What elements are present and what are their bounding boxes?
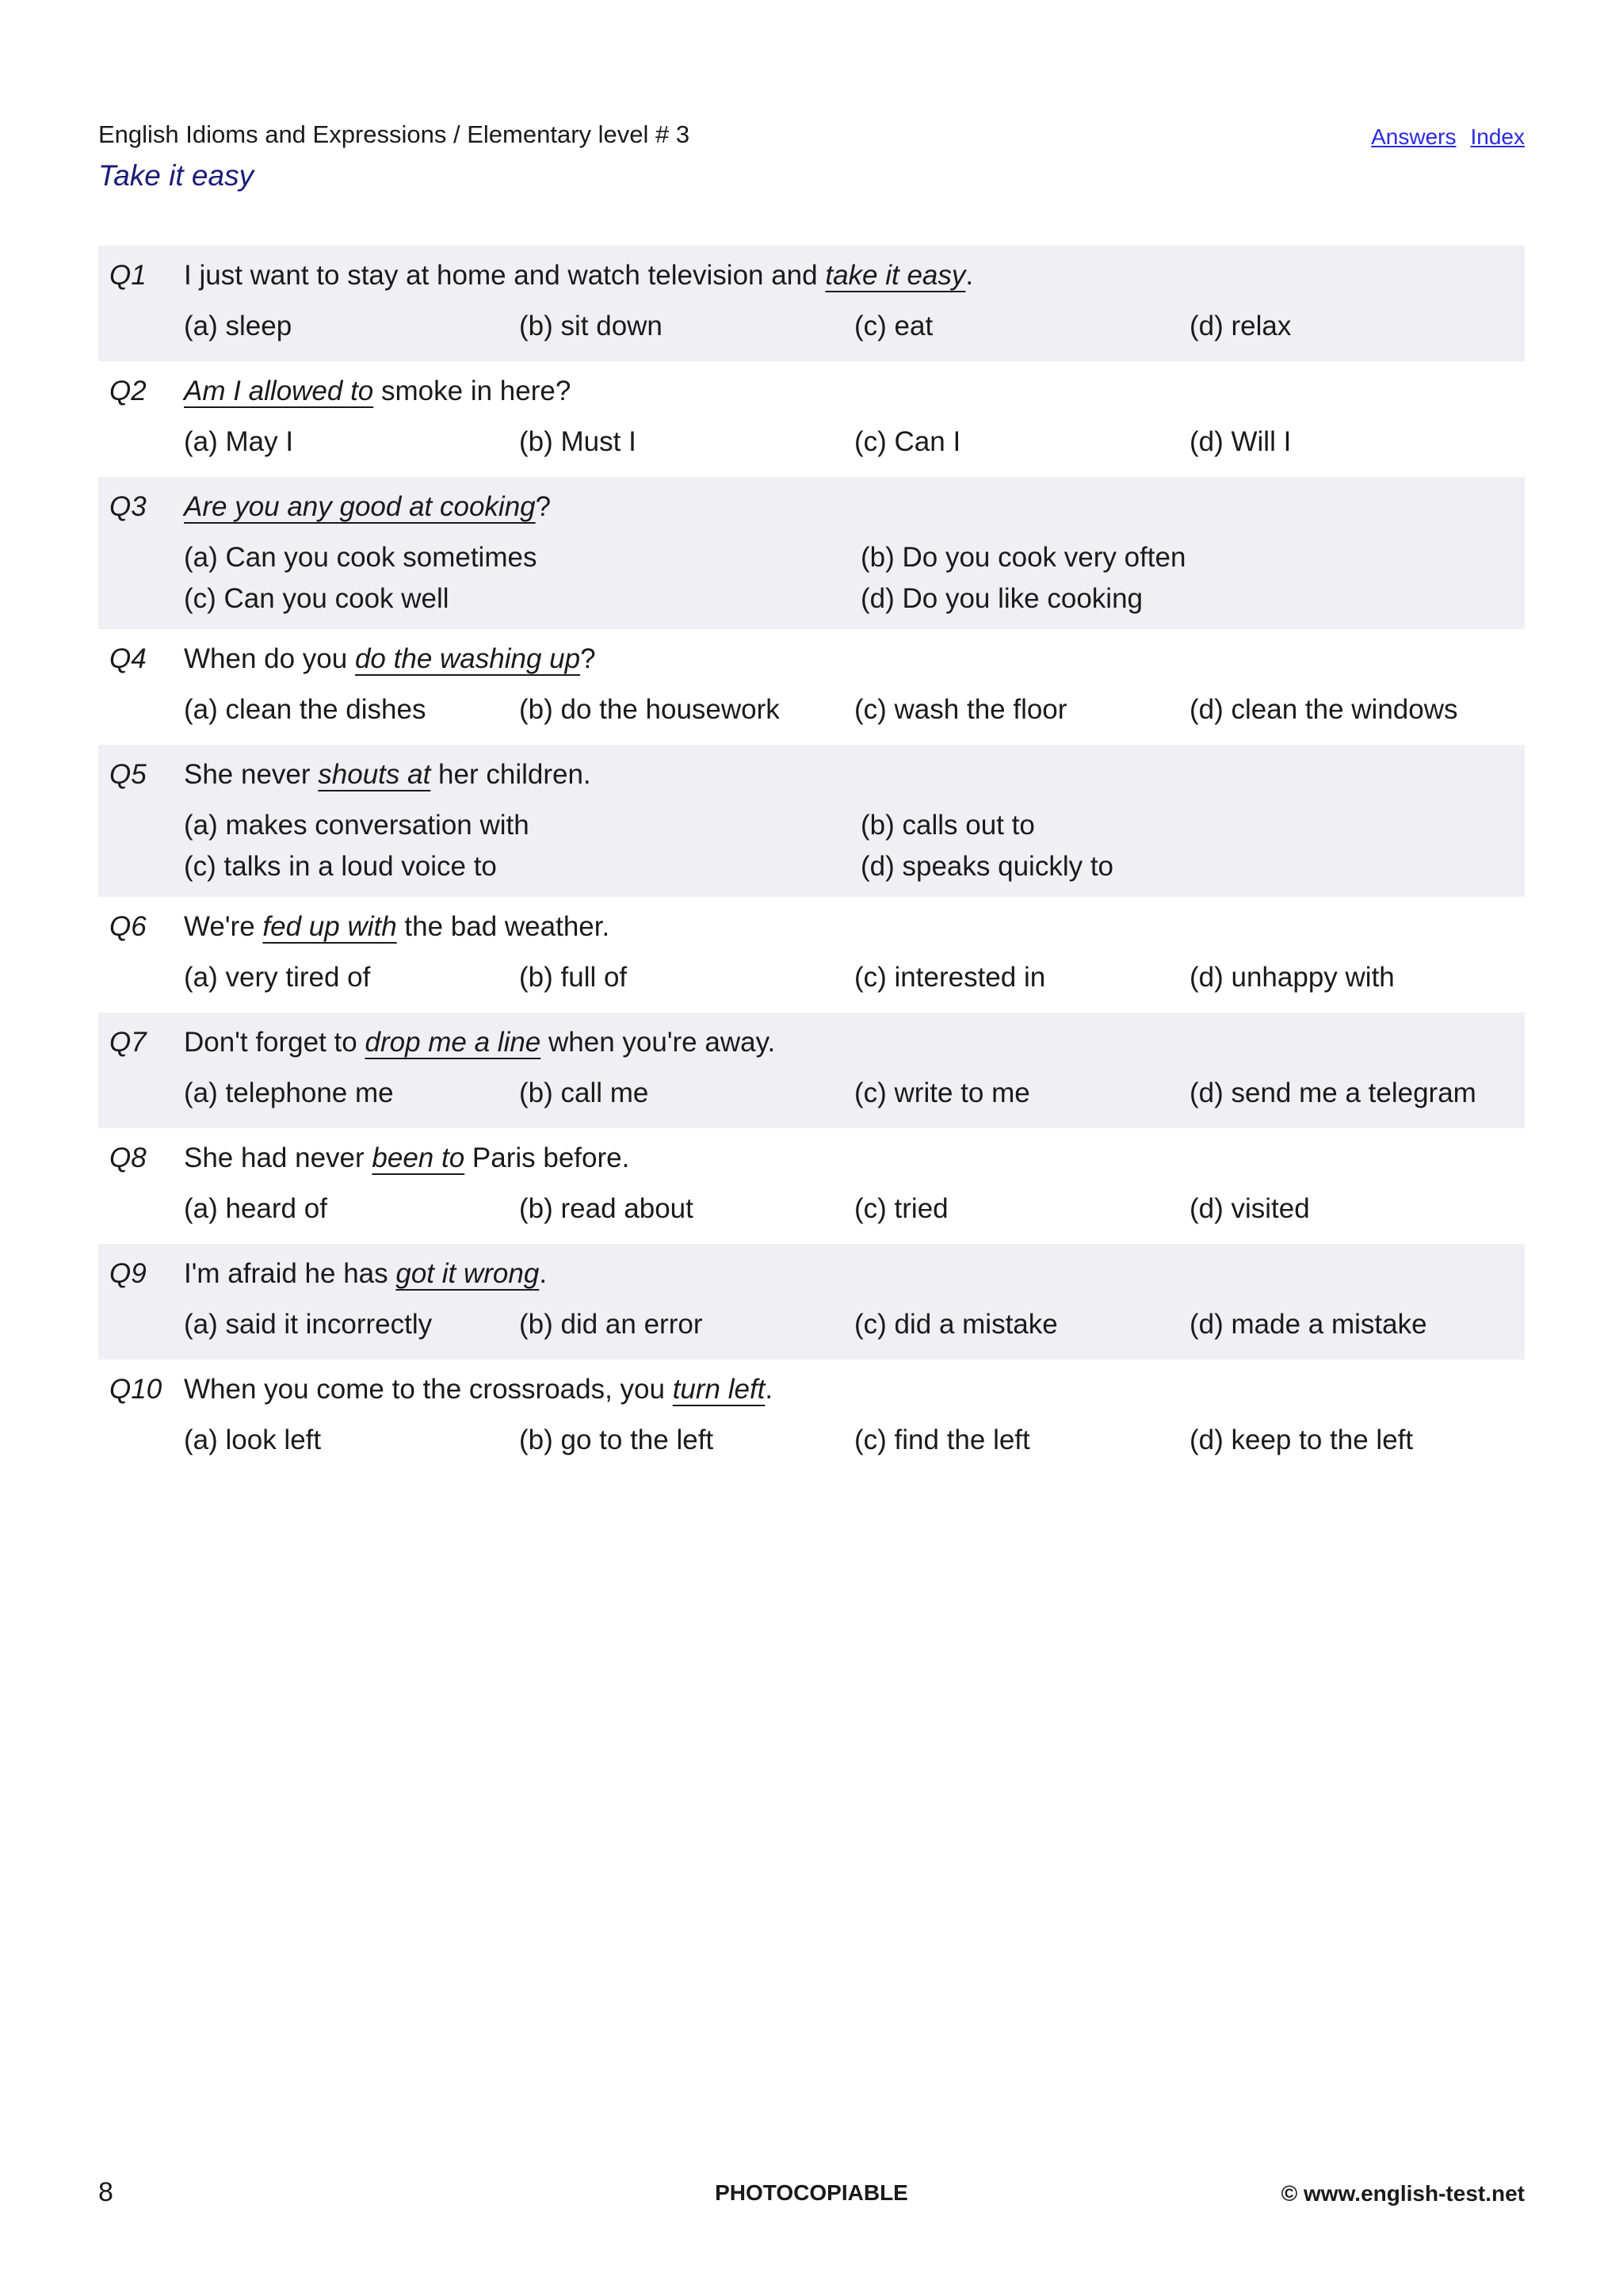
option-c[interactable]: (c) Can you cook well [184, 583, 449, 614]
header-links [1371, 123, 1525, 151]
option-d[interactable]: (d) send me a telegram [1190, 1077, 1476, 1108]
option-b[interactable]: (b) Do you cook very often [861, 542, 1186, 573]
idiom-phrase: drop me a line [365, 1027, 541, 1058]
question-number: Q10 [109, 1374, 162, 1405]
question-number: Q7 [109, 1027, 147, 1058]
option-b[interactable]: (b) Must I [519, 426, 636, 457]
question-item [98, 745, 1525, 897]
idiom-phrase: Are you any good at cooking [184, 491, 536, 522]
question-text: I just want to stay at home and watch television and take it easy. [184, 260, 974, 291]
idiom-phrase: do the washing up [354, 643, 581, 674]
question-number: Q8 [109, 1142, 147, 1173]
question-number: Q2 [109, 376, 147, 406]
option-c[interactable]: (c) wash the floor [854, 694, 1067, 725]
option-a[interactable]: (a) heard of [184, 1193, 327, 1224]
option-b[interactable]: (b) go to the left [519, 1425, 714, 1455]
option-c[interactable]: (c) talks in a loud voice to [184, 851, 497, 882]
idiom-phrase: been to [372, 1142, 465, 1173]
photocopiable-label: PHOTOCOPIABLE [715, 2180, 908, 2205]
option-b[interactable]: (b) do the housework [519, 694, 780, 725]
option-c[interactable]: (c) Can I [854, 426, 961, 457]
answer-options [184, 1073, 1525, 1114]
option-a[interactable]: (a) clean the dishes [184, 694, 426, 725]
question-text: When you come to the crossroads, you turn left. [184, 1374, 773, 1405]
option-b[interactable]: (b) full of [519, 962, 628, 993]
question-number: Q3 [109, 491, 147, 522]
option-a[interactable]: (a) said it incorrectly [184, 1309, 433, 1340]
answer-options [184, 1420, 1525, 1461]
question-text: I'm afraid he has got it wrong. [184, 1258, 548, 1289]
option-c[interactable]: (c) eat [854, 311, 934, 341]
option-b[interactable]: (b) did an error [519, 1309, 703, 1340]
answer-options [184, 421, 1525, 463]
question-text: She never shouts at her children. [184, 759, 591, 790]
question-item [98, 1244, 1525, 1360]
answer-options [184, 537, 1525, 620]
answer-options [184, 805, 1525, 887]
idiom-phrase: Am I allowed to [184, 376, 374, 406]
answer-options [184, 1304, 1525, 1345]
option-d[interactable]: (d) speaks quickly to [861, 851, 1114, 882]
answer-options [184, 306, 1525, 347]
option-a[interactable]: (a) look left [184, 1425, 322, 1455]
copyright-notice: © www.english-test.net [1281, 2181, 1525, 2206]
question-item [98, 1013, 1525, 1128]
option-c[interactable]: (c) find the left [854, 1425, 1030, 1455]
question-item [98, 897, 1525, 1013]
question-item [98, 1128, 1525, 1244]
option-d[interactable]: (d) Do you like cooking [861, 583, 1143, 614]
question-text: Am I allowed to smoke in here? [184, 376, 571, 406]
option-c[interactable]: (c) write to me [854, 1077, 1030, 1108]
question-number: Q9 [109, 1258, 147, 1289]
option-a[interactable]: (a) telephone me [184, 1077, 394, 1108]
question-item [98, 361, 1525, 477]
option-c[interactable]: (c) did a mistake [854, 1309, 1058, 1340]
page-number: 8 [98, 2177, 113, 2207]
option-c[interactable]: (c) tried [854, 1193, 949, 1224]
question-item [98, 477, 1525, 629]
option-d[interactable]: (d) keep to the left [1190, 1425, 1414, 1455]
question-text: Don't forget to drop me a line when you're away. [184, 1027, 776, 1058]
option-a[interactable]: (a) very tired of [184, 962, 371, 993]
question-number: Q6 [109, 911, 147, 942]
question-number: Q4 [109, 643, 147, 674]
option-b[interactable]: (b) read about [519, 1193, 693, 1224]
answer-options [184, 689, 1525, 730]
question-number: Q1 [109, 260, 147, 291]
option-a[interactable]: (a) Can you cook sometimes [184, 542, 537, 573]
answer-options [184, 957, 1525, 998]
answer-options [184, 1188, 1525, 1230]
idiom-phrase: fed up with [262, 911, 397, 942]
option-d[interactable]: (d) Will I [1190, 426, 1292, 457]
idiom-phrase: got it wrong [395, 1258, 540, 1289]
option-b[interactable]: (b) call me [519, 1077, 649, 1108]
question-number: Q5 [109, 759, 147, 790]
option-a[interactable]: (a) sleep [184, 311, 292, 341]
option-d[interactable]: (d) clean the windows [1190, 694, 1458, 725]
option-a[interactable]: (a) May I [184, 426, 294, 457]
index-link[interactable]: Index [1470, 124, 1525, 149]
option-d[interactable]: (d) relax [1190, 311, 1292, 341]
idiom-phrase: turn left [672, 1374, 766, 1405]
header [98, 119, 689, 195]
option-d[interactable]: (d) unhappy with [1190, 962, 1395, 993]
option-c[interactable]: (c) interested in [854, 962, 1046, 993]
question-text: We're fed up with the bad weather. [184, 911, 610, 942]
option-b[interactable]: (b) sit down [519, 311, 663, 341]
answers-link[interactable]: Answers [1371, 124, 1457, 149]
question-text: When do you do the washing up? [184, 643, 596, 674]
question-list [98, 246, 1525, 1475]
question-text: Are you any good at cooking? [184, 491, 552, 522]
option-a[interactable]: (a) makes conversation with [184, 810, 529, 841]
option-d[interactable]: (d) made a mistake [1190, 1309, 1427, 1340]
question-item [98, 629, 1525, 745]
idiom-phrase: take it easy [825, 260, 966, 291]
option-d[interactable]: (d) visited [1190, 1193, 1310, 1224]
page-footer [98, 2177, 1525, 2208]
idiom-phrase: shouts at [318, 759, 431, 790]
question-item [98, 246, 1525, 361]
page-title: Take it easy [98, 159, 254, 192]
document-title: English Idioms and Expressions / Elementary level # 3 [98, 120, 690, 148]
question-text: She had never been to Paris before. [184, 1142, 630, 1173]
question-item [98, 1360, 1525, 1475]
option-b[interactable]: (b) calls out to [861, 810, 1035, 841]
